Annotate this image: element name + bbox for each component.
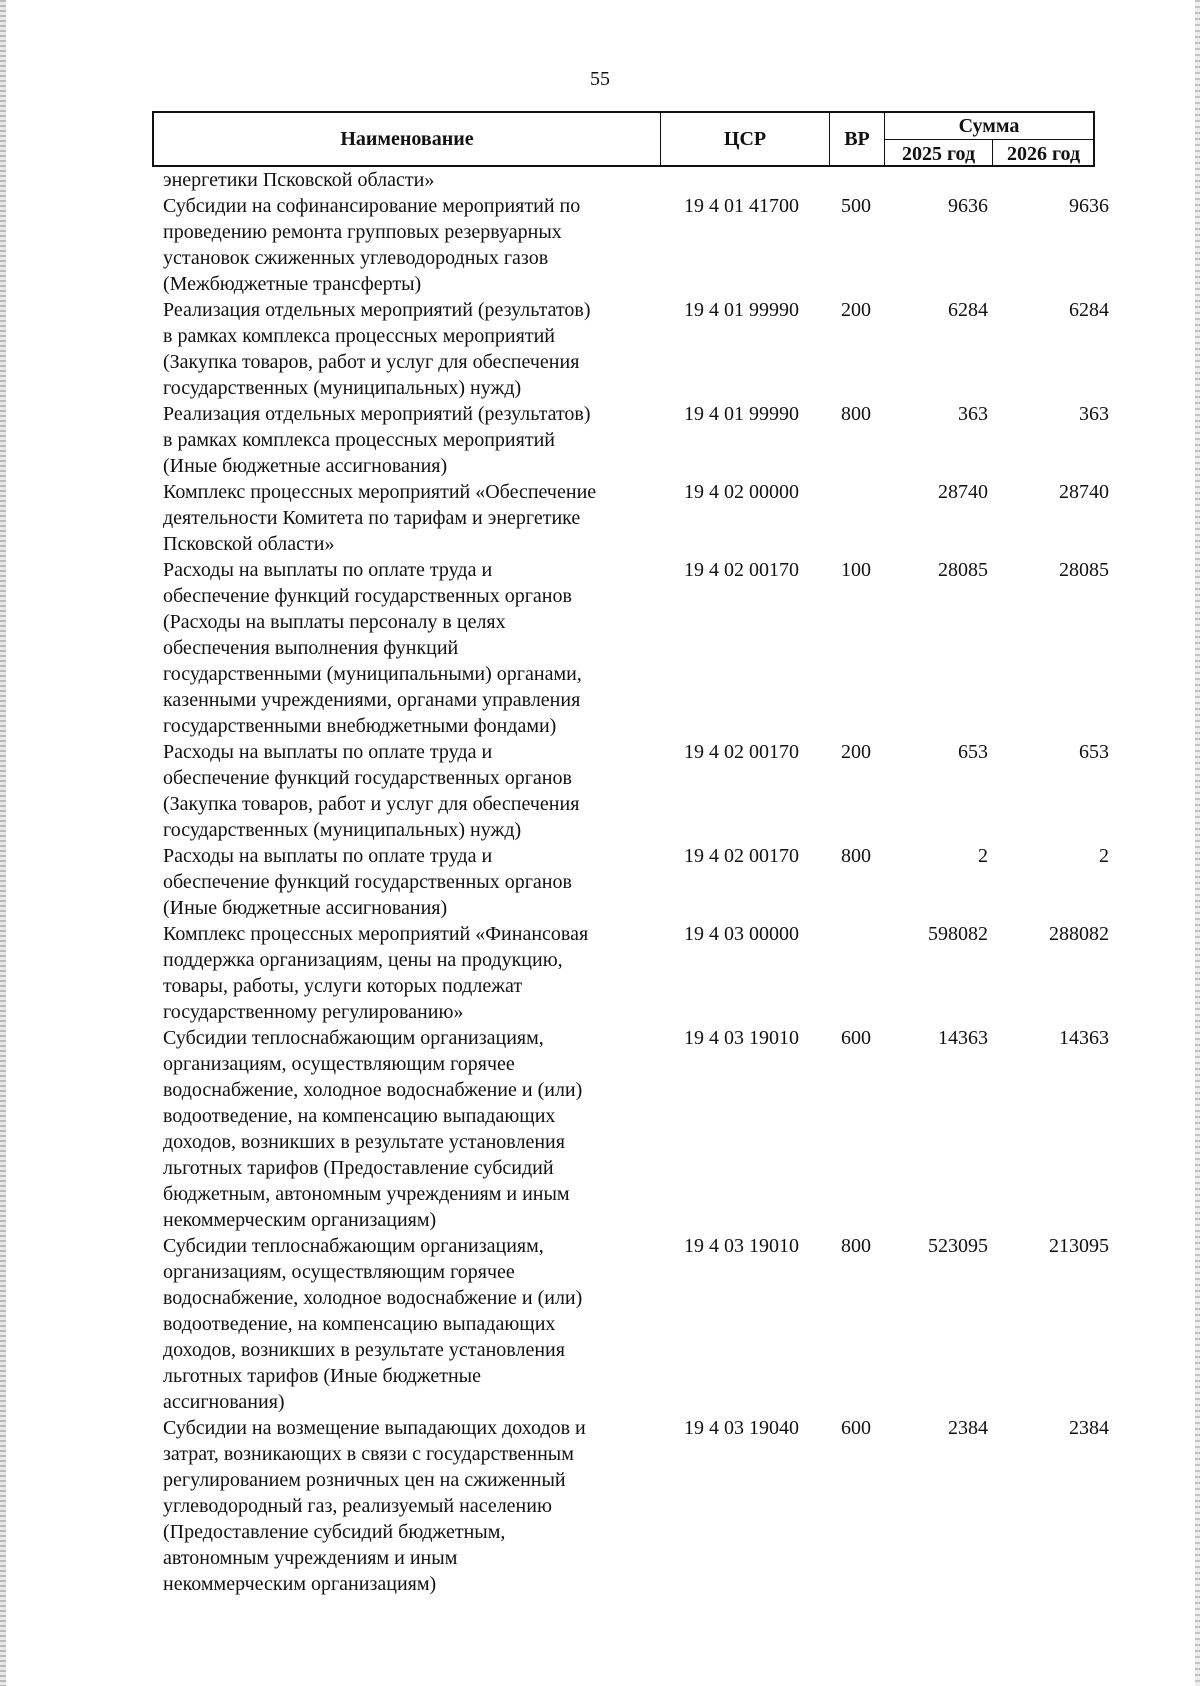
row-sum-2026: 9636 — [1069, 195, 1109, 217]
row-name: Комплекс процессных мероприятий «Обеспечение деятельности Комитета по тарифам и энергетике Псковской области» — [163, 481, 597, 555]
header-csr: ЦСР — [661, 113, 830, 165]
row-name: энергетики Псковской области» — [163, 169, 435, 191]
header-year-2026: 2026 год — [1006, 142, 1081, 165]
table-row — [0, 167, 1200, 193]
table-row — [0, 479, 1200, 557]
row-sum-2025: 6284 — [948, 299, 988, 321]
row-sum-2025: 28740 — [938, 481, 988, 503]
row-sum-2025: 653 — [958, 741, 988, 763]
row-csr: 19 4 02 00170 — [684, 559, 799, 581]
table-row — [0, 1415, 1200, 1597]
row-csr: 19 4 02 00000 — [684, 481, 799, 503]
row-csr: 19 4 03 19040 — [684, 1417, 799, 1439]
row-csr: 19 4 03 00000 — [684, 923, 799, 945]
table-body — [0, 167, 1200, 1597]
row-sum-2025: 2384 — [948, 1417, 988, 1439]
row-csr: 19 4 01 41700 — [684, 195, 799, 217]
row-vr: 600 — [841, 1417, 871, 1439]
header-vr: ВР — [830, 113, 885, 165]
table-row — [0, 843, 1200, 921]
row-vr: 200 — [841, 299, 871, 321]
table-header — [152, 111, 1095, 167]
row-vr: 200 — [841, 741, 871, 763]
row-sum-2026: 288082 — [1049, 923, 1109, 945]
page-number: 55 — [590, 68, 610, 90]
row-sum-2025: 2 — [978, 845, 988, 867]
row-sum-2025: 598082 — [928, 923, 988, 945]
row-vr: 600 — [841, 1027, 871, 1049]
row-sum-2026: 363 — [1079, 403, 1109, 425]
row-name: Субсидии теплоснабжающим организациям, организациям, осуществляющим горячее водоснабжение, холодное водоснабжение и (или) водоотведение, на компенсацию выпадающих доходов, возникших в результате установления льготных тарифов (Иные бюджетные ассигнования) — [163, 1235, 583, 1413]
row-csr: 19 4 02 00170 — [684, 741, 799, 763]
row-sum-2025: 14363 — [938, 1027, 988, 1049]
table-row — [0, 401, 1200, 479]
table-row — [0, 1233, 1200, 1415]
row-csr: 19 4 03 19010 — [684, 1027, 799, 1049]
table-row — [0, 1025, 1200, 1233]
row-csr: 19 4 01 99990 — [684, 403, 799, 425]
row-name: Реализация отдельных мероприятий (результатов) в рамках комплекса процессных мероприятий (Иные бюджетные ассигнования) — [163, 403, 591, 477]
row-csr: 19 4 03 19010 — [684, 1235, 799, 1257]
table-row — [0, 297, 1200, 401]
row-sum-2025: 523095 — [928, 1235, 988, 1257]
row-csr: 19 4 02 00170 — [684, 845, 799, 867]
row-vr: 100 — [841, 559, 871, 581]
table-row — [0, 921, 1200, 1025]
row-name: Субсидии на софинансирование мероприятий по проведению ремонта групповых резервуарных установок сжиженных углеводородных газов (Межбюджетные трансферты) — [163, 195, 581, 295]
table-row — [0, 557, 1200, 739]
row-sum-2026: 2384 — [1069, 1417, 1109, 1439]
row-name: Субсидии теплоснабжающим организациям, организациям, осуществляющим горячее водоснабжение, холодное водоснабжение и (или) водоотведение, на компенсацию выпадающих доходов, возникших в результате установления льготных тарифов (Предоставление субсидий бюджетным, автономным учреждениям и иным некоммерческим организациям) — [163, 1027, 583, 1231]
header-sum: Сумма — [885, 113, 1093, 140]
table-row — [0, 739, 1200, 843]
row-name: Реализация отдельных мероприятий (результатов) в рамках комплекса процессных мероприятий (Закупка товаров, работ и услуг для обеспечения государственных (муниципальных) нужд) — [163, 299, 591, 399]
row-sum-2025: 9636 — [948, 195, 988, 217]
row-sum-2026: 28740 — [1059, 481, 1109, 503]
row-sum-2025: 363 — [958, 403, 988, 425]
row-name: Комплекс процессных мероприятий «Финансовая поддержка организациям, цены на продукцию, товары, работы, услуги которых подлежат государственному регулированию» — [163, 923, 589, 1023]
row-sum-2026: 653 — [1079, 741, 1109, 763]
row-name: Расходы на выплаты по оплате труда и обеспечение функций государственных органов (Расходы на выплаты персоналу в целях обеспечения выполнения функций государственными (муниципальными) органами, казенными учреждениями, органами управления государственными внебюджетными фондами) — [163, 559, 582, 737]
row-sum-2026: 14363 — [1059, 1027, 1109, 1049]
header-year-2025: 2025 год — [885, 140, 993, 166]
row-sum-2026: 213095 — [1049, 1235, 1109, 1257]
row-sum-2026: 6284 — [1069, 299, 1109, 321]
row-sum-2026: 28085 — [1059, 559, 1109, 581]
header-name: Наименование — [154, 113, 661, 165]
row-vr: 800 — [841, 403, 871, 425]
row-name: Субсидии на возмещение выпадающих доходов и затрат, возникающих в связи с государственным регулированием розничных цен на сжиженный углеводородный газ, реализуемый населению (Предоставление субсидий бюджетным, автономным учреждениям и иным некоммерческим организациям) — [163, 1417, 586, 1595]
row-name: Расходы на выплаты по оплате труда и обеспечение функций государственных органов (Закупка товаров, работ и услуг для обеспечения государственных (муниципальных) нужд) — [163, 741, 580, 841]
row-sum-2025: 28085 — [938, 559, 988, 581]
row-vr: 500 — [841, 195, 871, 217]
row-name: Расходы на выплаты по оплате труда и обеспечение функций государственных органов (Иные бюджетные ассигнования) — [163, 845, 572, 919]
row-vr: 800 — [841, 845, 871, 867]
row-sum-2026: 2 — [1099, 845, 1109, 867]
table-row — [0, 193, 1200, 297]
row-csr: 19 4 01 99990 — [684, 299, 799, 321]
row-vr: 800 — [841, 1235, 871, 1257]
